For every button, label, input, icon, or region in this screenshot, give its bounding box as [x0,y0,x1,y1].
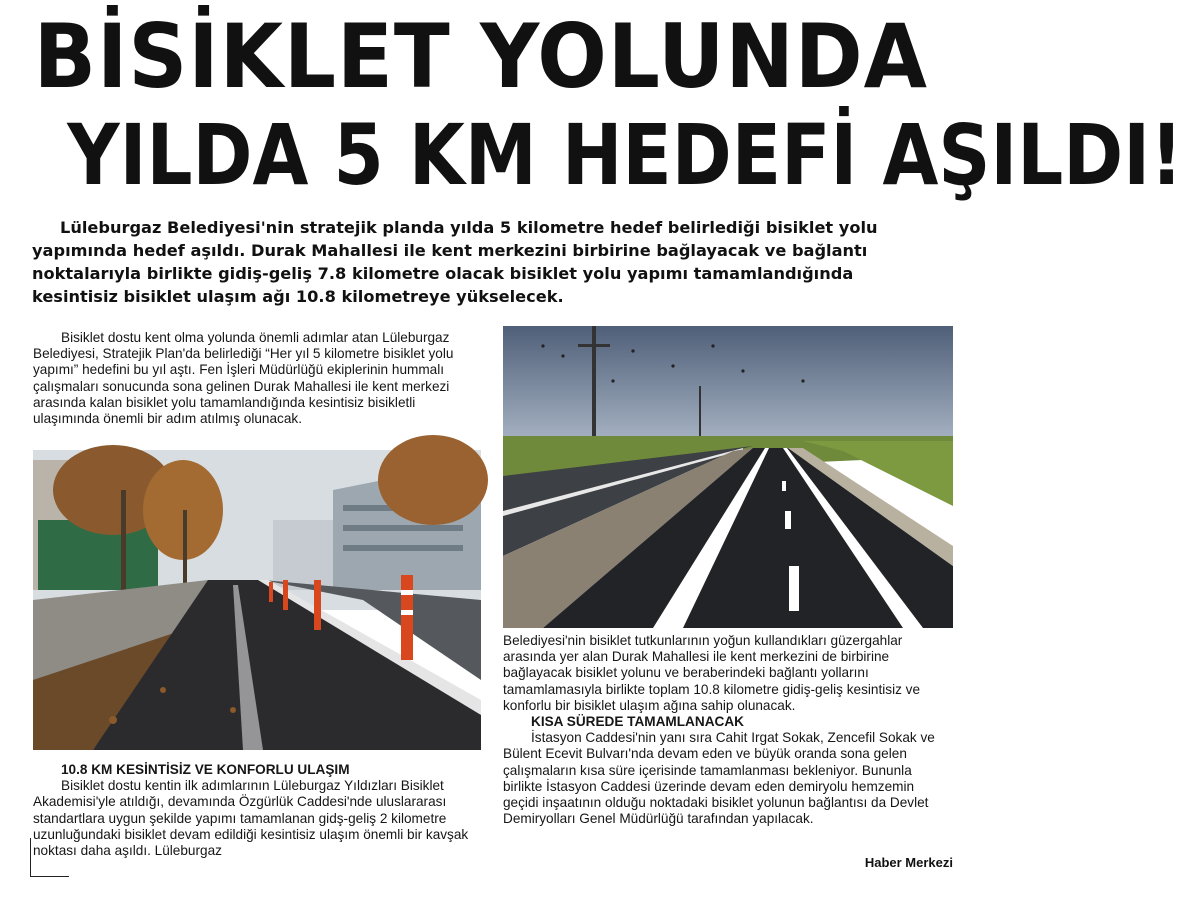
left-column-top [33,330,473,427]
lead-paragraph: Lüleburgaz Belediyesi'nin stratejik planda yılda 5 kilometre hedef belirlediği bisiklet yolu yapımında hedef aşıldı. Durak Mahallesi ile kent merkezini birbirine bağlayacak ve bağlantı noktalarıyla birlikte gidiş-geliş 7.8 kilometre olacak bisiklet yolu yapımı tamamlandığında kesintisiz bisiklet ulaşım ağı 10.8 kilometreye yükselecek. [32,218,878,306]
left-paragraph-2: Bisiklet dostu kentin ilk adımlarının Lüleburgaz Yıldızları Bisiklet Akademisi'yle atıldığı, devamında Özgürlük Caddesi'nde uluslararası standartlara uygun şekilde yapımı tamamlanan gidş-geliş 2 kilometre uzunluğundaki bisiklet devam edildiği kesintisiz ulaşım önemli bir kavşak noktası daha aşıldı. Lüleburgaz [33,778,469,859]
headline-line-1: BİSİKLET YOLUNDA [33,5,928,108]
headline-line-2: YILDA 5 KM HEDEFİ AŞILDI! [67,106,1183,204]
photo-city-bike-lane [33,450,481,750]
photo-rural-bike-lane [503,326,953,628]
left-paragraph-1: Bisiklet dostu kent olma yolunda önemli adımlar atan Lüleburgaz Belediyesi, Stratejik Plan'da belirlediği “Her yıl 5 kilometre bisiklet yolu yapımı” hedefini bu yıl aştı. Fen İşleri Müdürlüğü ekiplerinin hummalı çalışmaları sonucunda sona gelinen Durak Mahallesi ile kent merkezi arasında kalan bisiklet yolu tamamlandığında kesintisiz bisikletli ulaşımında önemli bir adım atılmış olunacak. [33,330,454,427]
left-subhead: 10.8 KM KESİNTİSİZ VE KONFORLU ULAŞIM [61,762,350,777]
corner-crop-mark [30,838,69,877]
right-paragraph-2: İstasyon Caddesi'nin yanı sıra Cahit Irgat Sokak, Zencefil Sokak ve Bülent Ecevit Bulvarı'nda devam eden ve büyük oranda sona gelen çalışmaların kısa süre içerisinde tamamlanması bekleniyor. Bununla birlikte İstasyon Caddesi üzerinde devam eden demiryolu hemzemin geçidi inşaatının olduğu noktadaki bisiklet yolunun bağlantısı da Devlet Demiryolları Genel Müdürlüğü tarafından yapılacak. [503,730,935,827]
left-column-bottom [33,762,473,859]
right-column [503,633,953,827]
right-subhead: KISA SÜREDE TAMAMLANACAK [531,714,744,730]
right-paragraph-1: Belediyesi'nin bisiklet tutkunlarının yoğun kullandıkları güzergahlar arasında yer alan Durak Mahallesi ile kent merkezini de birbirine bağlayacak bisiklet yolunu ve beraberindeki bağlantı yollarını tamamlamasıyla birlikte toplam 10.8 kilometre gidiş-geliş kesintisiz ve konforlu bir bisiklet ulaşım ağına sahip olunacak. [503,633,921,713]
byline: Haber Merkezi [864,855,953,870]
